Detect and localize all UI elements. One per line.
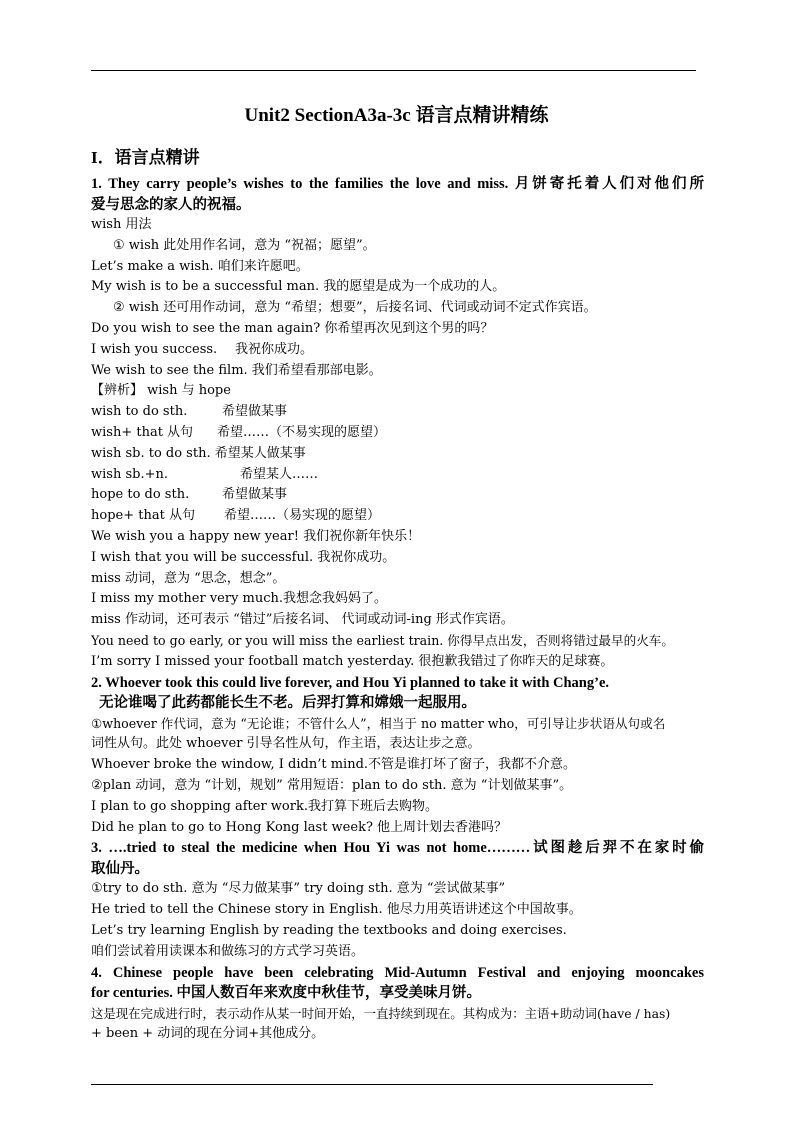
example-line: I plan to go shopping after work.我打算下班后去购物。 xyxy=(91,798,438,814)
text-line: 词性从句。此处 whoever 引导名性从句，作主语，表达让步之意。 xyxy=(91,736,481,752)
page-title: Unit2 SectionA3a-3c 语言点精讲精练 xyxy=(244,105,549,126)
comparison-row: hope+ that 从句 希望……（易实现的愿望） xyxy=(91,508,381,524)
example-line: Let’s make a wish. 咱们来许愿吧。 xyxy=(91,258,309,274)
example-line: Whoever broke the window, I didn’t mind.不管是谁打坏了窗子，我都不介意。 xyxy=(91,757,577,773)
point-1-heading-cont: 爱与思念的家人的祝福。 xyxy=(91,196,251,213)
text-line: ② wish 还可用作动词，意为 “希望；想要”，后接名词、代词或动词不定式作宾语。 xyxy=(113,300,597,316)
example-line: I wish you success. 我祝你成功。 xyxy=(91,341,314,357)
text-line: wish 用法 xyxy=(91,217,152,232)
example-line: Let’s try learning English by reading the textbooks and doing exercises. xyxy=(91,922,567,938)
example-line: You need to go early, or you will miss the earliest train. 你得早点出发，否则将错过最早的火车。 xyxy=(91,632,674,648)
point-3-heading-cont: 取仙丹。 xyxy=(91,860,149,877)
document-body xyxy=(91,174,704,1045)
point-2-heading-cont: 无论谁喝了此药都能长生不老。后羿打算和嫦娥一起服用。 xyxy=(99,695,476,712)
point-4-heading: 4. Chinese people have been celebrating Mid-Autumn Festival and enjoying mooncakes xyxy=(91,964,704,981)
text-line: ②plan 动词，意为 “计划，规划” 常用短语：plan to do sth. 意为 “计划做某事”。 xyxy=(91,777,573,793)
text-line: miss 动词，意为 “思念，想念”。 xyxy=(91,570,286,586)
comparison-row: wish sb.+n. 希望某人…… xyxy=(91,466,319,482)
example-line: 咱们尝试着用读课本和做练习的方式学习英语。 xyxy=(91,943,365,959)
point-3-heading: 3. ….tried to steal the medicine when Hou Yi was not home………试图趁后羿不在家时偷 xyxy=(91,840,704,857)
text-line: ①whoever 作代词，意为 “无论谁；不管什么人”，相当于 no matter who，可引导让步状语从句或名 xyxy=(91,715,666,731)
example-line: He tried to tell the Chinese story in English. 他尽力用英语讲述这个中国故事。 xyxy=(91,902,582,918)
header-rule xyxy=(91,70,696,71)
example-line: We wish you a happy new year! 我们祝你新年快乐！ xyxy=(91,528,421,544)
comparison-row: hope to do sth. 希望做某事 xyxy=(91,487,288,503)
example-line: I’m sorry I missed your football match yesterday. 很抱歉我错过了你昨天的足球赛。 xyxy=(91,653,614,669)
comparison-heading: 【辨析】 wish 与 hope xyxy=(91,383,231,399)
point-1-heading: 1. They carry people’s wishes to the families the love and miss. 月饼寄托着人们对他们所 xyxy=(91,176,704,192)
example-line: Did he plan to go to Hong Kong last week? 他上周计划去香港吗？ xyxy=(91,819,508,835)
text-line: miss 作动词，还可表示 “错过”后接名词、 代词或动词-ing 形式作宾语。 xyxy=(91,612,514,628)
example-line: Do you wish to see the man again? 你希望再次见到这个男的吗？ xyxy=(91,320,494,336)
example-line: My wish is to be a successful man. 我的愿望是成为一个成功的人。 xyxy=(91,279,506,295)
footer-rule xyxy=(91,1084,653,1085)
text-line: + been + 动词的现在分词+其他成分。 xyxy=(91,1026,325,1042)
section-heading: I．语言点精讲 xyxy=(91,148,200,167)
text-line: ① wish 此处用作名词，意为 “祝福；愿望”。 xyxy=(113,237,376,253)
example-line: I miss my mother very much.我想念我妈妈了。 xyxy=(91,591,388,607)
text-line: 这是现在完成进行时，表示动作从某一时间开始，一直持续到现在。其构成为：主语+助动词(have / has) xyxy=(91,1005,671,1021)
point-4-heading-cont: for centuries. 中国人数百年来欢度中秋佳节，享受美味月饼。 xyxy=(91,985,481,1001)
example-line: We wish to see the film. 我们希望看那部电影。 xyxy=(91,362,382,378)
text-line: ①try to do sth. 意为 “尽力做某事” try doing sth. 意为 “尝试做某事” xyxy=(91,881,506,897)
comparison-row: wish+ that 从句 希望……（不易实现的愿望） xyxy=(91,424,387,440)
example-line: I wish that you will be successful. 我祝你成功。 xyxy=(91,549,396,565)
comparison-row: wish sb. to do sth. 希望某人做某事 xyxy=(91,445,306,461)
point-2-heading: 2. Whoever took this could live forever, and Hou Yi planned to take it with Chang’e. xyxy=(91,674,610,691)
comparison-row: wish to do sth. 希望做某事 xyxy=(91,404,288,420)
